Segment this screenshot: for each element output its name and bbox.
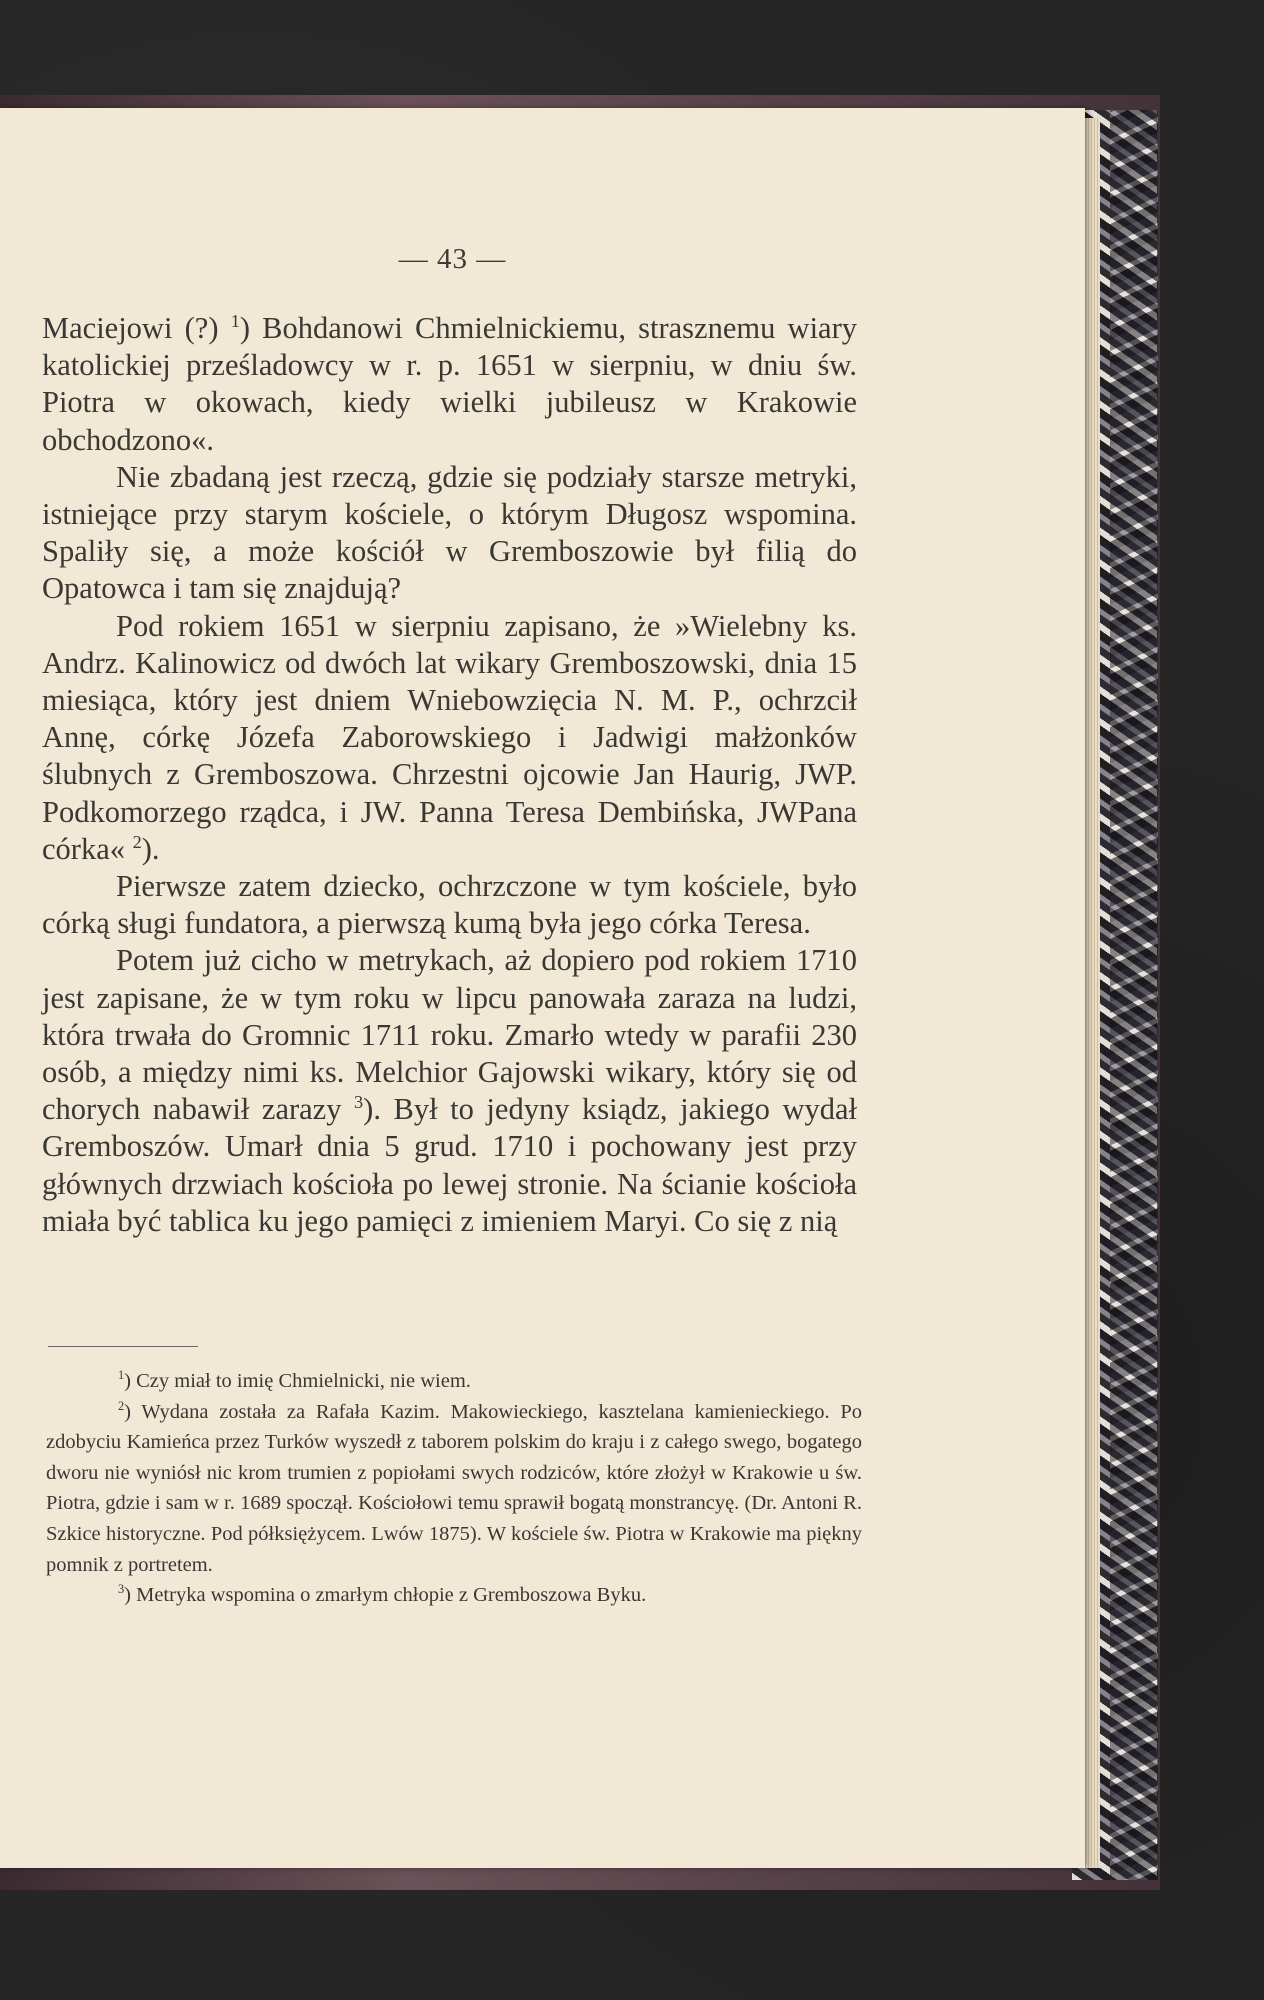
text-run: Maciejowi (?) (42, 311, 231, 345)
text-run: ) Czy miał to imię Chmielnicki, nie wiem. (124, 1370, 471, 1392)
text-run: Pod rokiem 1651 w sierpniu zapisano, że »Wielebny ks. Andrz. Kalinowicz od dwóch lat wikary Gremboszowski, dnia 15 miesiąca, który jest dniem Wniebowzięcia N. M. P., ochrzcił Annę, córkę Józefa Zaborowskiego i Jadwigi małżonków ślubnych z Gremboszowa. Chrzestni ojcowie Jan Haurig, JWP. Podkomorzego rządca, i JW. Panna Teresa Dembińska, JWPana córka« (42, 608, 857, 866)
footnote-marker: 3 (354, 1092, 364, 1113)
footnote (46, 1366, 862, 1397)
paragraph (42, 459, 857, 608)
text-run: ). (141, 831, 160, 866)
text-run: ). Był to jedyny ksiądz, jakiego wydał Gremboszów. Umarł dnia 5 grud. 1710 i pochowany jest przy głównych drzwiach kościoła po lewej stronie. Na ścianie kościoła miała być tablica ku jego pamięci z imieniem Maryi. Co się z nią (42, 1092, 857, 1238)
footnote (46, 1580, 862, 1611)
text-run: ) Wydana została za Rafała Kazim. Makowieckiego, kasztelana kamienieckiego. Po zdobyciu Kamieńca przez Turków wyszedł z taborem polskim do kraju i z całego swego, bogatego dworu nie wyniósł nic krom trumien z popiołami swych rodziców, które złożył w Krakowie u św. Piotra, gdzie i sam w r. 1689 spoczął. Kościołowi temu sprawił bogatą monstrancyę. (Dr. Antoni R. Szkice historyczne. Pod półksiężycem. Lwów 1875). W kościele św. Piotra w Krakowie ma piękny pomnik z portretem. (46, 1400, 862, 1576)
text-run: ) Bohdanowi Chmielnickiemu, strasznemu wiary katolickiej prześladowcy w r. p. 1651 w sierpniu, w dniu św. Piotra w okowach, kiedy wielki jubileusz w Krakowie obchodzono«. (42, 311, 857, 457)
footnote-marker: 2 (118, 1398, 125, 1413)
footnote-marker: 1 (118, 1368, 125, 1383)
footnote-marker: 2 (132, 831, 142, 852)
text-run: Pierwsze zatem dziecko, ochrzczone w tym kościele, było córką sługi fundatora, a pierwszą kumą była jego córka Teresa. (42, 869, 857, 941)
main-text (42, 310, 857, 1240)
page-number: — 43 — (398, 243, 507, 275)
footnote (46, 1397, 862, 1581)
text-run: Potem już cicho w metrykach, aż dopiero pod rokiem 1710 jest zapisane, że w tym roku w lipcu panowała zaraza na ludzi, która trwała do Gromnic 1711 roku. Zmarło wtedy w parafii 230 osób, a między nimi ks. Melchior Gajowski wikary, który się od chorych nabawił zarazy (42, 943, 857, 1127)
paragraph (42, 942, 857, 1240)
paragraph (42, 608, 857, 868)
marbled-cover-shadow (1110, 110, 1158, 1880)
footnotes (46, 1366, 862, 1611)
paragraph (42, 310, 857, 459)
footnote-separator (48, 1346, 198, 1347)
text-run: Nie zbadaną jest rzeczą, gdzie się podziały starsze metryki, istniejące przy starym kościele, o którym Długosz wspomina. Spaliły się, a może kościół w Gremboszowie był filią do Opatowca i tam się znajdują? (42, 459, 857, 606)
text-run: ) Metryka wspomina o zmarłym chłopie z Gremboszowa Byku. (124, 1584, 647, 1607)
footnote-marker: 3 (118, 1582, 125, 1597)
paragraph (42, 868, 857, 942)
footnote-marker: 1 (230, 310, 240, 331)
